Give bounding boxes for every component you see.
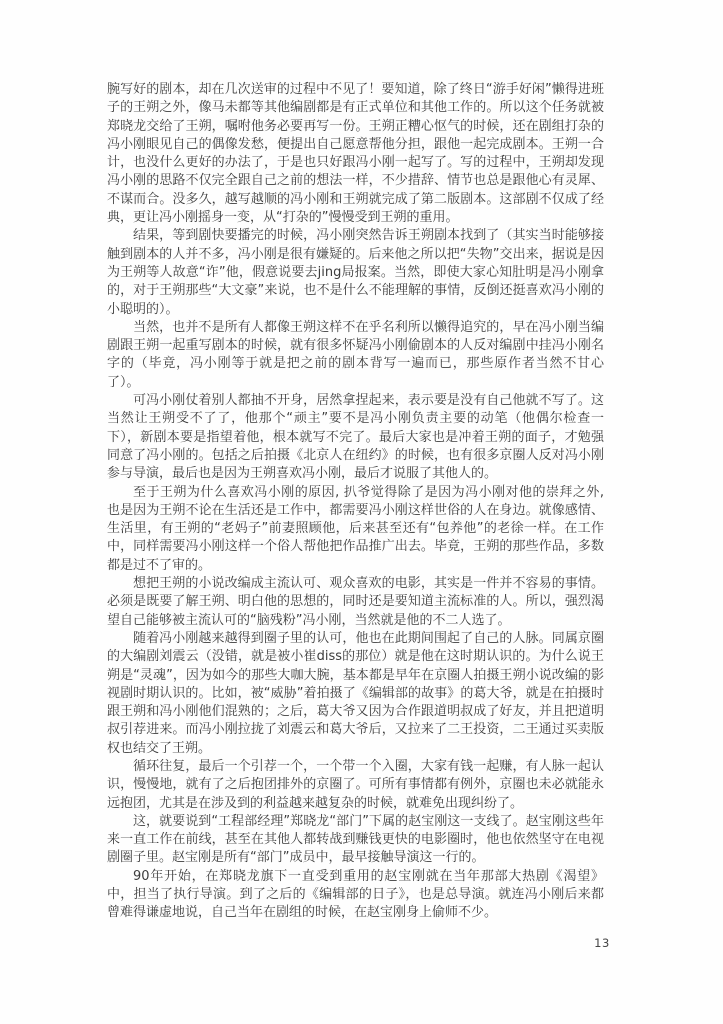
paragraph: 结果，等到剧快要播完的时候，冯小刚突然告诉王朔剧本找到了（其实当时能够接触到剧本的人并不多，冯小刚是很有嫌疑的。后来他之所以把“失物”交出来，据说是因为王朔等人故意“诈”他，假意说要去jing局报案。当然，即使大家心知肚明是冯小刚拿的，对于王朔那些“大文豪”来说，也不是什么不能理解的事情，反倒还挺喜欢冯小刚的小聪明的）。 — [107, 228, 604, 317]
paragraph: 循环往复，最后一个引荐一个，一个带一个入圈，大家有钱一起赚，有人脉一起认识，慢慢地，就有了之后抱团排外的京圈了。可所有事情都有例外，京圈也未必就能永远抱团，尤其是在涉及到的利益越来越复杂的时候，就难免出现纠纷了。 — [107, 758, 604, 811]
page-number: 13 — [594, 936, 610, 950]
paragraph: 90年开始，在郑晓龙旗下一直受到重用的赵宝刚就在当年那部大热剧《渴望》中，担当了执行导演。到了之后的《编辑部的日子》，也是总导演。就连冯小刚后来都曾难得谦虚地说，自己当年在剧组的时候，在赵宝刚身上偷师不少。 — [107, 868, 604, 921]
body-text — [107, 81, 604, 923]
paragraph: 想把王朔的小说改编成主流认可、观众喜欢的电影，其实是一件并不容易的事情。必须是既要了解王朔、明白他的思想的，同时还是要知道主流标准的人。所以，强烈渴望自己能够被主流认可的“脑残粉”冯小刚，当然就是他的不二人选了。 — [107, 576, 604, 628]
paragraph: 当然，也并不是所有人都像王朔这样不在乎名利所以懒得追究的，早在冯小刚当编剧跟王朔一起重写剧本的时候，就有很多怀疑冯小刚偷剧本的人反对编剧中挂冯小刚名字的（毕竟，冯小刚等于就是把之前的剧本背写一遍而已，那些原作者当然不甘心了）。 — [107, 319, 604, 390]
paragraph: 可冯小刚仗着别人都抽不开身，居然拿捏起来，表示要是没有自己他就不写了。这当然让王朔受不了了，他那个“顽主”要不是冯小刚负责主要的动笔（他偶尔检查一下），新剧本要是指望着他，根本就写不完了。最后大家也是冲着王朔的面子，才勉强同意了冯小刚的。包括之后拍摄《北京人在纽约》的时候，也有很多京圈人反对冯小刚参与导演，最后也是因为王朔喜欢冯小刚，最后才说服了其他人的。 — [107, 393, 604, 482]
paragraph: 至于王朔为什么喜欢冯小刚的原因, 扒爷觉得除了是因为冯小刚对他的崇拜之外, 也是因为王朔不论在生活还是工作中，都需要冯小刚这样世俗的人在身边。就像感情、生活里，有王朔的“老妈子”前妻照顾他，后来甚至还有“包养他”的老徐一样。在工作中，同样需要冯小刚这样一个俗人帮他把作品推广出去。毕竟，王朔的那些作品，多数都是过不了审的。 — [107, 484, 604, 573]
paragraph: 随着冯小刚越来越得到圈子里的认可，他也在此期间围起了自己的人脉。同属京圈的大编剧刘震云（没错，就是被小崔diss的那位）就是他在这时期认识的。为什么说王朔是“灵魂”，因为如今的那些大咖大腕，基本都是早年在京圈人拍摄王朔小说改编的影视剧时期认识的。比如，被“威胁”着拍摄了《编辑部的故事》的葛大爷，就是在拍摄时跟王朔和冯小刚他们混熟的；之后，葛大爷又因为合作跟道明叔成了好友，并且把道明叔引荐进来。而冯小刚拉拢了刘震云和葛大爷后，又拉来了二王投资，二王通过买卖版权也结交了王朔。 — [107, 630, 604, 756]
paragraph: 这，就要说到“工程部经理”郑晓龙“部门”下属的赵宝刚这一支线了。赵宝刚这些年来一直工作在前线，甚至在其他人都转战到赚钱更快的电影圈时，他也依然坚守在电视剧圈子里。赵宝刚是所有“部门”成员中，最早接触导演这一行的。 — [107, 813, 604, 866]
paragraph: 腕写好的剧本，却在几次送审的过程中不见了！要知道，除了终日“游手好闲”懒得进班子的王朔之外，像马未都等其他编剧都是有正式单位和其他工作的。所以这个任务就被郑晓龙交给了王朔，嘱咐他务必要再写一份。王朔正糟心怄气的时候，还在剧组打杂的冯小刚眼见自己的偶像发愁，便提出自己愿意帮他分担，跟他一起完成剧本。王朔一合计，也没什么更好的办法了，于是也只好跟冯小刚一起写了。写的过程中，王朔却发现冯小刚的思路不仅完全跟自己之前的想法一样，不少措辞、情节也总是跟他心有灵犀、不谋而合。没多久，越写越顺的冯小刚和王朔就完成了第二版剧本。这部剧不仅成了经典，更让冯小刚摇身一变，从“打杂的”慢慢受到王朔的重用。 — [107, 82, 604, 226]
